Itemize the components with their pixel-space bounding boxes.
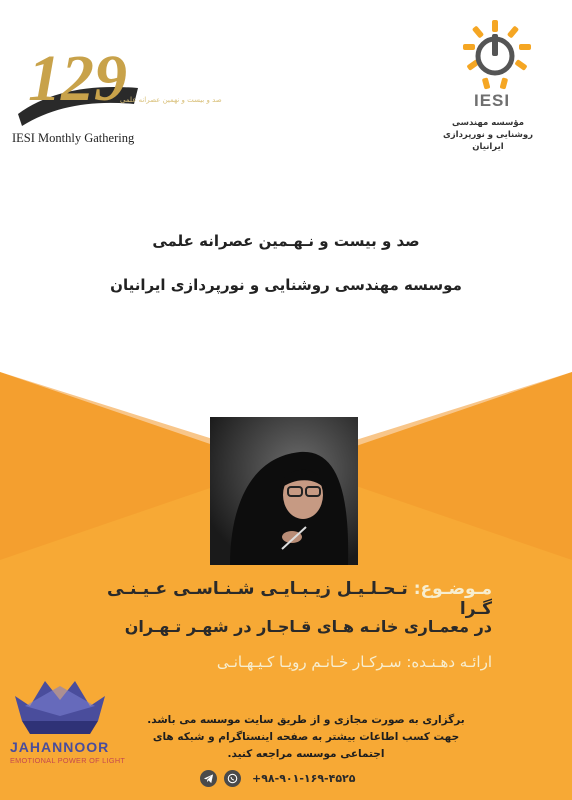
iesi-name-line1: مؤسسه مهندسی bbox=[452, 118, 524, 128]
jahannoor-crown-logo bbox=[10, 676, 110, 738]
gathering-label: IESI Monthly Gathering bbox=[12, 131, 135, 145]
phone-number[interactable]: +۹۸-۹۰۱-۱۶۹-۴۵۲۵ bbox=[252, 771, 356, 785]
logo-129-ribbon-text: صد و بیست و نهمین عصرانه علمی bbox=[120, 96, 222, 104]
logo-129-number: 129 bbox=[28, 42, 127, 115]
iesi-full-name bbox=[428, 117, 548, 153]
topic-line1 bbox=[80, 579, 492, 619]
iesi-acronym: IESI bbox=[474, 91, 511, 110]
topic-label: مـوضـوع: bbox=[413, 579, 492, 599]
info-line2: جهت کسب اطاعات بیشتر به صفحه اینستاگرام و شبکه های bbox=[152, 731, 460, 743]
contact-row bbox=[200, 768, 355, 788]
iesi-sun-logo bbox=[455, 18, 535, 93]
topic-text-line2: در معمـاری خانـه هـای قـاجـار در شهـر تـهـران bbox=[124, 617, 492, 636]
telegram-icon[interactable] bbox=[200, 770, 217, 787]
iesi-name-line2: روشنایی و نورپردازی ایرانیان bbox=[442, 130, 534, 152]
presenter-photo bbox=[210, 417, 358, 565]
presenter-line: ارائـه دهـنـده: سـرکـار خـانـم رویـا کـیـهـانـی bbox=[216, 653, 492, 671]
topic-text-line1: تـحـلـیـل زیـبـایـی شـنـاسـی عـیـنـی گـرا bbox=[107, 579, 492, 619]
gathering-129-logo bbox=[8, 22, 222, 147]
jahannoor-name: JAHANNOOR bbox=[10, 739, 110, 755]
info-line3: اجتماعی موسسه مراجعه کنید. bbox=[227, 748, 385, 760]
event-info bbox=[140, 712, 472, 763]
whatsapp-icon[interactable] bbox=[224, 770, 241, 787]
info-line1: برگزاری به صورت مجازی و از طریق سایت موسسه می باشد. bbox=[147, 714, 465, 726]
event-title: صد و بیست و نـهـمین عصرانه علمی bbox=[152, 232, 420, 250]
institute-title: موسسه مهندسی روشنایی و نورپردازی ایرانیان bbox=[110, 276, 462, 294]
jahannoor-tagline: EMOTIONAL POWER OF LIGHT bbox=[10, 756, 126, 765]
